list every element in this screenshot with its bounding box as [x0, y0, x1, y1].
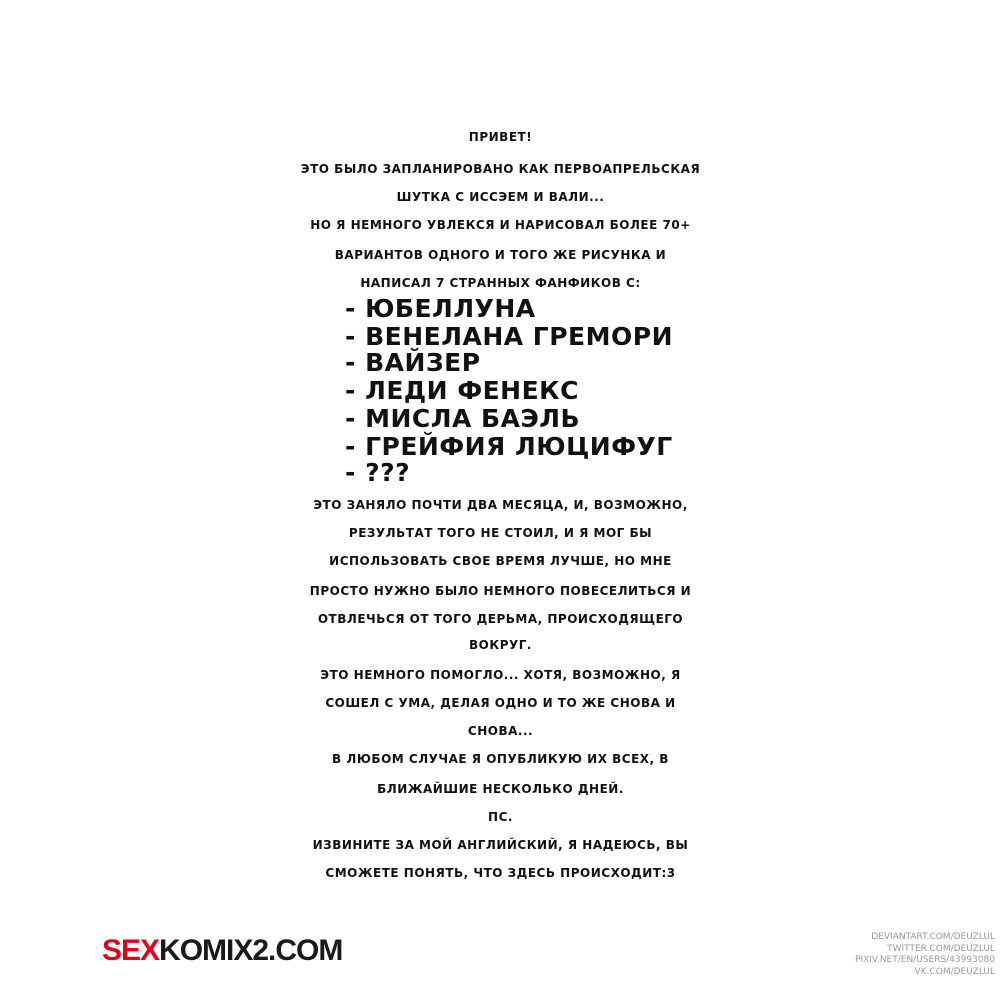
- list-item: - ЮБЕЛЛУНА: [345, 294, 536, 323]
- note-line: В ЛЮБОМ СЛУЧАЕ Я ОПУБЛИКУЮ ИХ ВСЕХ, В: [332, 752, 669, 766]
- list-item: - ???: [345, 458, 411, 487]
- credit-line: TWITTER.COM/DEUZLUL: [887, 943, 995, 954]
- credit-line: DEVIANTART.COM/DEUZLUL: [871, 932, 995, 942]
- note-line: ВОКРУГ.: [469, 638, 532, 652]
- watermark-part-red: SEX: [102, 934, 160, 967]
- note-line: ИЗВИНИТЕ ЗА МОЙ АНГЛИЙСКИЙ, Я НАДЕЮСЬ, ВЫ: [312, 838, 689, 852]
- note-line: ВАРИАНТОВ ОДНОГО И ТОГО ЖЕ РИСУНКА И: [334, 248, 667, 262]
- site-watermark: [100, 934, 344, 968]
- list-item: - ЛЕДИ ФЕНЕКС: [345, 376, 579, 405]
- note-line: СМОЖЕТЕ ПОНЯТЬ, ЧТО ЗДЕСЬ ПРОИСХОДИТ:3: [325, 866, 676, 880]
- note-line: ОТВЛЕЧЬСЯ ОТ ТОГО ДЕРЬМА, ПРОИСХОДЯЩЕГО: [317, 612, 684, 626]
- note-line: СОШЕЛ С УМА, ДЕЛАЯ ОДНО И ТО ЖЕ СНОВА И: [325, 696, 676, 710]
- artist-credits: [855, 932, 995, 978]
- note-line: ШУТКА С ИССЭЕМ И ВАЛИ...: [396, 190, 605, 204]
- note-line: ЭТО ЗАНЯЛО ПОЧТИ ДВА МЕСЯЦА, И, ВОЗМОЖНО,: [313, 498, 688, 512]
- note-line: ЭТО НЕМНОГО ПОМОГЛО... ХОТЯ, ВОЗМОЖНО, Я: [320, 668, 681, 682]
- list-item: - МИСЛА БАЭЛЬ: [345, 404, 581, 433]
- watermark-part-dark: KOMIX2.COM: [159, 934, 343, 967]
- note-line: БЛИЖАЙШИЕ НЕСКОЛЬКО ДНЕЙ.: [377, 782, 624, 796]
- note-line: ИСПОЛЬЗОВАТЬ СВОЕ ВРЕМЯ ЛУЧШЕ, НО МНЕ: [329, 554, 672, 568]
- note-line: РЕЗУЛЬТАТ ТОГО НЕ СТОИЛ, И Я МОГ БЫ: [348, 526, 653, 540]
- note-line: НО Я НЕМНОГО УВЛЕКСЯ И НАРИСОВАЛ БОЛЕЕ 70+: [310, 218, 691, 232]
- note-line: ПРИВЕТ!: [468, 130, 533, 144]
- credit-line: PIXIV.NET/EN/USERS/43993080: [855, 955, 995, 965]
- note-line: СНОВА...: [467, 724, 534, 738]
- list-item: - ВЕНЕЛАНА ГРЕМОРИ: [345, 322, 674, 351]
- credit-line: VK.COM/DEUZLUL: [914, 966, 995, 977]
- note-line: ПРОСТО НУЖНО БЫЛО НЕМНОГО ПОВЕСЕЛИТЬСЯ И: [309, 584, 692, 598]
- note-line: ЭТО БЫЛО ЗАПЛАНИРОВАНО КАК ПЕРВОАПРЕЛЬСКАЯ: [300, 162, 701, 176]
- note-line: ПС.: [488, 810, 513, 824]
- list-item: - ВАЙЗЕР: [345, 348, 481, 377]
- note-line: НАПИСАЛ 7 СТРАННЫХ ФАНФИКОВ С:: [360, 276, 641, 290]
- list-item: - ГРЕЙФИЯ ЛЮЦИФУГ: [345, 432, 673, 461]
